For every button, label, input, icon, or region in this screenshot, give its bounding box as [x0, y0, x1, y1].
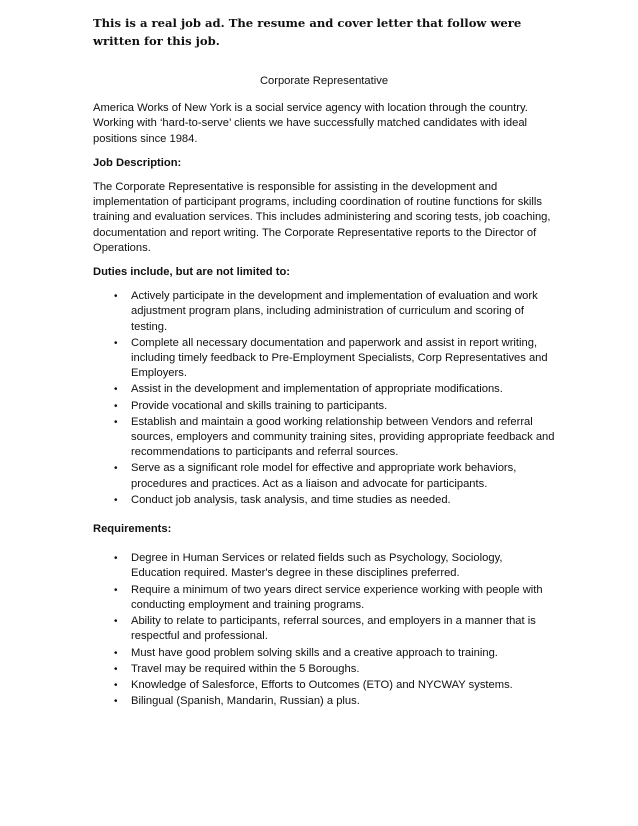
bullet-icon: •: [114, 616, 118, 628]
list-item: [93, 551, 555, 581]
bullet-icon: •: [114, 696, 118, 708]
list-item: [93, 461, 555, 491]
job-description-heading: Job Description:: [93, 156, 182, 169]
list-item: [93, 382, 555, 397]
list-item: [93, 646, 555, 661]
list-item-text: Conduct job analysis, task analysis, and time studies as needed.: [131, 493, 451, 506]
list-item-text: Knowledge of Salesforce, Efforts to Outcomes (ETO) and NYCWAY systems.: [131, 678, 513, 691]
list-item-text: Require a minimum of two years direct service experience working with people with conducting employment and training programs.: [131, 583, 543, 611]
requirements-heading: Requirements:: [93, 523, 172, 536]
bullet-icon: •: [114, 584, 118, 596]
bullet-icon: •: [114, 291, 118, 303]
duties-heading: Duties include, but are not limited to:: [93, 266, 291, 279]
list-item: [93, 662, 555, 677]
list-item: [93, 415, 555, 461]
bullet-icon: •: [114, 663, 118, 675]
list-item-text: Serve as a significant role model for effective and appropriate work behaviors, procedures and practices. Act as a liaison and advocate for participants.: [131, 462, 517, 490]
bullet-icon: •: [114, 494, 118, 506]
bullet-icon: •: [114, 553, 118, 565]
list-item-text: Bilingual (Spanish, Mandarin, Russian) a plus.: [131, 695, 360, 708]
list-item: [93, 493, 555, 508]
list-item-text: Actively participate in the development and implementation of evaluation and work adjustment program plans, including administration of curriculum and scoring of testing.: [131, 290, 538, 333]
bullet-icon: •: [114, 416, 118, 428]
bullet-icon: •: [114, 647, 118, 659]
job-ad: [93, 74, 555, 723]
list-item-text: Complete all necessary documentation and paperwork and assist in report writing, including timely feedback to Pre-Employment Specialists, Corp Representatives and Employers.: [131, 336, 548, 380]
bullet-icon: •: [114, 384, 118, 396]
bullet-icon: •: [114, 463, 118, 475]
duties-list: [93, 289, 555, 508]
list-item-text: Provide vocational and skills training to participants.: [131, 399, 388, 412]
requirements-list: [93, 551, 555, 709]
list-item-text: Establish and maintain a good working relationship between Vendors and referral sources, employers and community training sites, providing appropriate feedback and recommendations to participants and referral sources.: [131, 415, 555, 459]
list-item: [93, 583, 555, 613]
list-item-text: Must have good problem solving skills and a creative approach to training.: [131, 646, 498, 659]
list-item-text: Degree in Human Services or related fields such as Psychology, Sociology, Education required. Master's degree in these disciplines preferred.: [131, 552, 503, 580]
list-item: [93, 678, 555, 693]
bullet-icon: •: [114, 337, 118, 349]
list-item-text: Assist in the development and implementation of appropriate modifications.: [131, 383, 503, 396]
list-item: [93, 614, 555, 644]
list-item: [93, 289, 555, 335]
intro-paragraph: America Works of New York is a social service agency with location through the country. Working with ‘hard-to-serve’ clients we have successfully matched candidates with ideal positions since 1984.: [93, 102, 528, 145]
list-item-text: Travel may be required within the 5 Boroughs.: [131, 662, 360, 675]
job-title: Corporate Representative: [259, 75, 389, 87]
list-item: [93, 336, 555, 382]
banner-note: This is a real job ad. The resume and cover letter that follow were written for this job.: [93, 16, 522, 48]
job-description-paragraph: The Corporate Representative is responsible for assisting in the development and implementation of participant programs, including coordination of routine functions for skills training and evaluation services. This includes administering and scoring tests, job coaching, documentation and report writing. The Corporate Representative reports to the Director of Operations.: [93, 181, 551, 254]
bullet-icon: •: [114, 400, 118, 412]
list-item-text: Ability to relate to participants, referral sources, and employers in a manner that is respectful and professional.: [131, 615, 536, 643]
list-item: [93, 694, 555, 709]
list-item: [93, 399, 555, 414]
bullet-icon: •: [114, 679, 118, 691]
